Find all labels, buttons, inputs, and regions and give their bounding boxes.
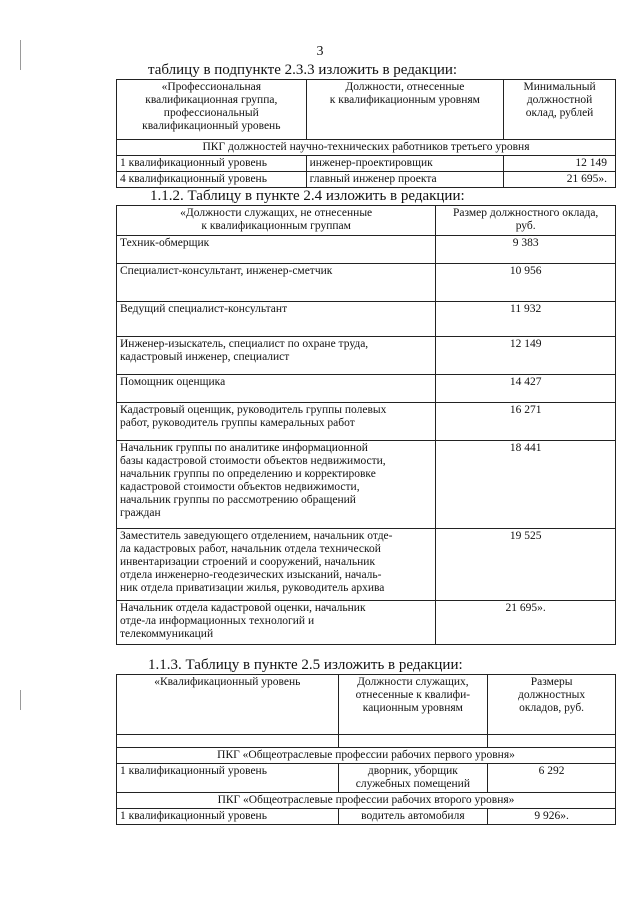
table-row xyxy=(117,264,616,302)
header-level: «Квалификационный уровень xyxy=(117,675,339,735)
header-salary: Размер должностного оклада, руб. xyxy=(436,206,616,236)
group-title: ПКГ должностей научно-технических работников третьего уровня xyxy=(117,140,616,156)
cell-position: Специалист-консультант, инженер-сметчик xyxy=(117,264,436,302)
cell-salary: 10 956 xyxy=(436,264,616,302)
cell-position: Начальник отдела кадастровой оценки, начальник отде-ла информационных технологий и телекоммуникаций xyxy=(117,601,436,645)
table-row xyxy=(117,403,616,441)
section2-heading: 1.1.2. Таблицу в пункте 2.4 изложить в редакции: xyxy=(150,188,465,204)
cell-position: Техник-обмерщик xyxy=(117,236,436,264)
cell-salary: 9 926». xyxy=(488,809,616,825)
cell-level: 1 квалификационный уровень xyxy=(117,156,307,172)
table-2-5 xyxy=(116,674,616,825)
cell-position: инженер-проектировщик xyxy=(306,156,504,172)
group-title: ПКГ «Общеотраслевые профессии рабочих первого уровня» xyxy=(117,748,616,764)
cell-salary: 12 149 xyxy=(504,156,616,172)
cell-position: Инженер-изыскатель, специалист по охране труда, кадастровый инженер, специалист xyxy=(117,337,436,375)
cell-salary: 18 441 xyxy=(436,441,616,529)
table-row xyxy=(117,375,616,403)
section3-heading: 1.1.3. Таблицу в пункте 2.5 изложить в редакции: xyxy=(148,657,463,673)
cell-position: Ведущий специалист-консультант xyxy=(117,302,436,337)
cell-salary: 21 695». xyxy=(436,601,616,645)
cell-level: 1 квалификационный уровень xyxy=(117,764,339,793)
cell-salary: 16 271 xyxy=(436,403,616,441)
cell-salary: 9 383 xyxy=(436,236,616,264)
table-row xyxy=(117,601,616,645)
spacer-row xyxy=(117,735,616,748)
cell-salary: 12 149 xyxy=(436,337,616,375)
header-positions: «Должности служащих, не отнесенные к квалификационным группам xyxy=(117,206,436,236)
header-group-level: «Профессиональная квалификационная группа, профессиональный квалификационный уровень xyxy=(117,80,307,140)
cell-position: Начальник группы по аналитике информационной базы кадастровой стоимости объектов недвижимости, начальник группы по определению и корректировке кадастровой стоимости объектов недвижимости, начальник группы по рассмотрению обращений граждан xyxy=(117,441,436,529)
cell-salary: 6 292 xyxy=(488,764,616,793)
table-header-row xyxy=(117,80,616,140)
group-row xyxy=(117,793,616,809)
cell-position: главный инженер проекта xyxy=(306,172,504,188)
cell-level: 4 квалификационный уровень xyxy=(117,172,307,188)
cell-level: 1 квалификационный уровень xyxy=(117,809,339,825)
table-row xyxy=(117,156,616,172)
cell-position: Заместитель заведующего отделением, начальник отде- ла кадастровых работ, начальник отдела технической инвентаризации строений и сооружений, начальник отдела инженерно-геодезических изысканий, началь- ник отдела приватизации жилья, руководитель архива xyxy=(117,529,436,601)
table-header-row xyxy=(117,206,616,236)
cell-position: Кадастровый оценщик, руководитель группы полевых работ, руководитель группы камеральных работ xyxy=(117,403,436,441)
header-salary: Размеры должностных окладов, руб. xyxy=(488,675,616,735)
table-row xyxy=(117,764,616,793)
table-row xyxy=(117,809,616,825)
header-positions: Должности служащих, отнесенные к квалифи- кационным уровням xyxy=(338,675,488,735)
header-min-salary: Минимальный должностной оклад, рублей xyxy=(504,80,616,140)
table-row xyxy=(117,236,616,264)
table-row xyxy=(117,529,616,601)
group-row xyxy=(117,140,616,156)
cell-position: Помощник оценщика xyxy=(117,375,436,403)
cell-salary: 21 695». xyxy=(504,172,616,188)
cell-salary: 14 427 xyxy=(436,375,616,403)
table-header-row xyxy=(117,675,616,735)
group-row xyxy=(117,748,616,764)
cell-salary: 11 932 xyxy=(436,302,616,337)
group-title: ПКГ «Общеотраслевые профессии рабочих второго уровня» xyxy=(117,793,616,809)
scan-edge-line xyxy=(20,690,21,710)
table-2-4 xyxy=(116,205,616,645)
header-positions: Должности, отнесенные к квалификационным уровням xyxy=(306,80,504,140)
table-2-3-3 xyxy=(116,79,616,188)
cell-position: дворник, уборщик служебных помещений xyxy=(338,764,488,793)
table-row xyxy=(117,337,616,375)
table-row xyxy=(117,302,616,337)
table-row xyxy=(117,441,616,529)
table-row xyxy=(117,172,616,188)
page-number: 3 xyxy=(316,44,324,59)
section1-heading: таблицу в подпункте 2.3.3 изложить в редакции: xyxy=(148,62,458,78)
cell-position: водитель автомобиля xyxy=(338,809,488,825)
cell-salary: 19 525 xyxy=(436,529,616,601)
